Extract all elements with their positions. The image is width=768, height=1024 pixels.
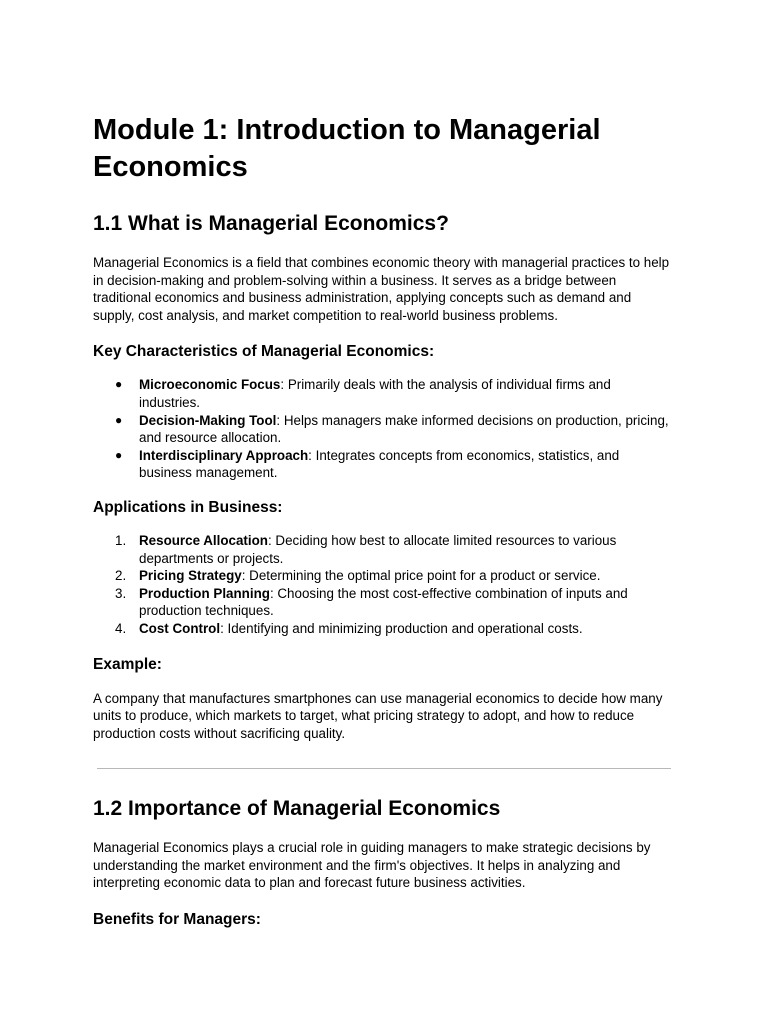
list-item <box>93 447 675 482</box>
document-page <box>93 112 675 930</box>
list-item <box>93 585 675 620</box>
section-1-2-intro: Managerial Economics plays a crucial role in guiding managers to make strategic decisions by understanding the market environment and the firm's objectives. It helps in analyzing and interpreting economic data to plan and forecast future business activities. <box>93 840 651 891</box>
list-item-number: 4. <box>115 620 127 636</box>
applications-list <box>93 532 675 638</box>
list-item-desc: : Choosing the most cost-effective combination of inputs and production techniques. <box>139 585 628 619</box>
section-divider <box>97 768 671 769</box>
characteristics-list <box>93 376 675 482</box>
characteristics-heading: Key Characteristics of Managerial Economics: <box>93 343 435 361</box>
list-item-desc: : Helps managers make informed decisions on production, pricing, and resource allocation. <box>139 412 669 446</box>
section-1-1-heading: 1.1 What is Managerial Economics? <box>93 212 449 235</box>
bullet-icon: ● <box>115 412 123 427</box>
list-item-term: Cost Control <box>139 620 221 636</box>
list-item-desc: : Identifying and minimizing production and operational costs. <box>220 620 583 636</box>
list-item-desc: : Determining the optimal price point for a product or service. <box>241 568 601 584</box>
section-1-1-intro: Managerial Economics is a field that combines economic theory with managerial practices to help in decision-making and problem-solving within a business. It serves as a bridge between traditional economics and business administration, applying concepts such as demand and supply, cost analysis, and market competition to real-world business problems. <box>93 255 670 323</box>
page-title: Module 1: Introduction to Managerial Economics <box>93 114 601 183</box>
list-item-number: 3. <box>115 585 127 601</box>
example-heading: Example: <box>93 655 162 673</box>
list-item-term: Decision-Making Tool <box>139 412 277 428</box>
list-item-desc: : Deciding how best to allocate limited resources to various departments or projects. <box>139 532 617 566</box>
list-item <box>93 567 675 585</box>
list-item-number: 2. <box>115 568 127 584</box>
benefits-heading: Benefits for Managers: <box>93 911 261 929</box>
section-1-2-heading: 1.2 Importance of Managerial Economics <box>93 797 501 821</box>
list-item-term: Microeconomic Focus <box>139 377 281 393</box>
list-item <box>93 620 675 638</box>
list-item-desc: : Primarily deals with the analysis of individual firms and industries. <box>139 377 611 410</box>
list-item <box>93 532 675 567</box>
list-item-term: Resource Allocation <box>139 532 268 548</box>
list-item <box>93 376 675 411</box>
example-text: A company that manufactures smartphones can use managerial economics to decide how many units to produce, which markets to target, what pricing strategy to adopt, and how to reduce production costs without sacrificing quality. <box>93 690 663 741</box>
bullet-icon: ● <box>115 377 123 392</box>
list-item-term: Production Planning <box>139 585 270 601</box>
list-item-desc: : Integrates concepts from economics, statistics, and business management. <box>139 447 620 481</box>
bullet-icon: ● <box>115 447 123 462</box>
applications-heading: Applications in Business: <box>93 498 283 516</box>
list-item-number: 1. <box>115 532 127 548</box>
list-item-term: Pricing Strategy <box>139 568 242 584</box>
list-item <box>93 412 675 447</box>
list-item-term: Interdisciplinary Approach <box>139 447 309 463</box>
